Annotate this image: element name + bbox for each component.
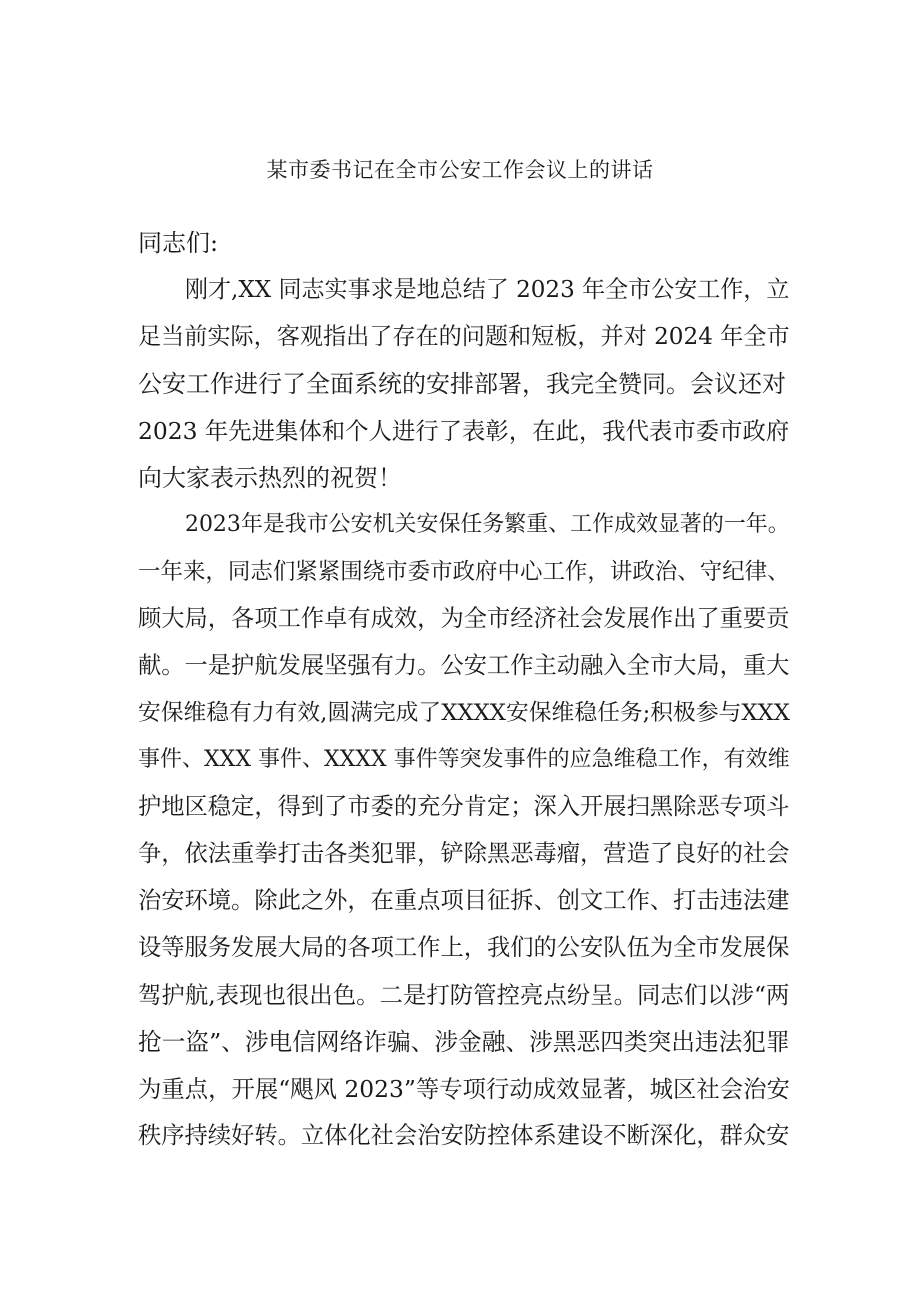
- paragraph-2-line-1: 2023年是我市公安机关安保任务繁重、工作成效显著的一年。: [185, 512, 790, 537]
- paragraph-1-line-3: 公安工作进行了全面系统的安排部署，我完全赞同。会议还对: [138, 370, 786, 398]
- paragraph-2-line-7: 护地区稳定，得到了市委的充分肯定；深入开展扫黑除恶专项斗: [138, 793, 790, 820]
- paragraph-2-line-11: 驾护航,表现也很出色。二是打防管控亮点纷呈。同志们以涉“两: [138, 981, 790, 1009]
- paragraph-2-line-12: 抢一盗”、涉电信网络诈骗、涉金融、涉黑恶四类突出违法犯罪: [138, 1028, 790, 1056]
- paragraph-1-line-5: 向大家表示热烈的祝贺！: [138, 464, 402, 492]
- paragraph-2-line-8: 争，依法重拳打击各类犯罪，铲除黑恶毒瘤，营造了良好的社会: [138, 840, 790, 867]
- paragraph-2-line-10: 设等服务发展大局的各项工作上，我们的公安队伍为全市发展保: [138, 934, 790, 961]
- paragraph-2-line-4: 献。一是护航发展坚强有力。公安工作主动融入全市大局，重大: [138, 652, 790, 679]
- paragraph-1-line-2: 足当前实际，客观指出了存在的问题和短板，并对 2024 年全市: [138, 324, 790, 350]
- paragraph-2-line-6: 事件、XXX 事件、XXXX 事件等突发事件的应急维稳工作，有效维: [138, 747, 790, 772]
- paragraph-2-line-9: 治安环境。除此之外，在重点项目征拆、创文工作、打击违法建: [138, 887, 790, 914]
- paragraph-2-line-3: 顾大局，各项工作卓有成效，为全市经济社会发展作出了重要贡: [138, 605, 790, 632]
- salutation: 同志们:: [138, 229, 219, 257]
- paragraph-1-line-1: 刚才,XX 同志实事求是地总结了 2023 年全市公安工作，立: [185, 277, 790, 303]
- paragraph-2-line-13: 为重点，开展“飓风 2023”等专项行动成效显著，城区社会治安: [138, 1075, 790, 1103]
- paragraph-2-line-5: 安保维稳有力有效,圆满完成了XXXX安保维稳任务;积极参与XXX: [138, 700, 790, 726]
- document-title: 某市委书记在全市公安工作会议上的讲话: [266, 158, 654, 182]
- paragraph-1-line-4: 2023 年先进集体和个人进行了表彰，在此，我代表市委市政府: [138, 417, 790, 445]
- paragraph-2-line-2: 一年来，同志们紧紧围绕市委市政府中心工作，讲政治、守纪律、: [138, 559, 790, 585]
- paragraph-2-line-14: 秩序持续好转。立体化社会治安防控体系建设不断深化，群众安: [138, 1122, 790, 1149]
